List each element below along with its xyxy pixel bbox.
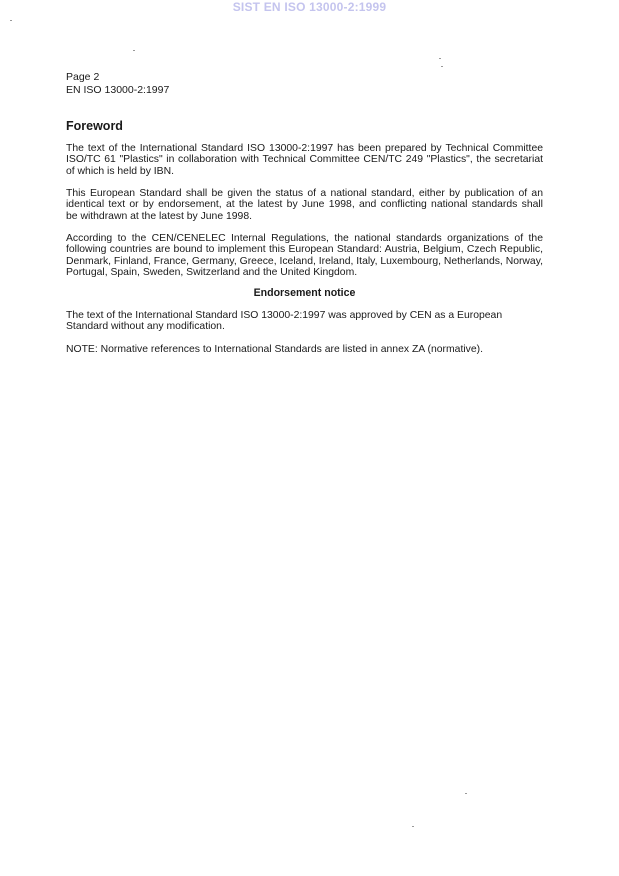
page-header	[66, 71, 169, 97]
text-line: The text of the International Standard ISO 13000-2:1997 was approved by CEN as a European	[66, 310, 503, 321]
foreword-paragraph-3	[66, 233, 543, 279]
endorsement-heading: Endorsement notice	[253, 287, 356, 299]
text-line: following countries are bound to implement this European Standard: Austria, Belgium, Czech Republic,	[66, 244, 543, 256]
text-line: NOTE: Normative references to International Standards are listed in annex ZA (normative).	[66, 344, 483, 355]
text-line: Portugal, Spain, Sweden, Switzerland and the United Kingdom.	[66, 267, 358, 279]
text-line: This European Standard shall be given the status of a national standard, either by publication of an	[66, 188, 543, 199]
foreword-heading: Foreword	[66, 119, 123, 133]
text-line: According to the CEN/CENELEC Internal Regulations, the national standards organizations of the	[66, 233, 543, 244]
text-line: Standard without any modification.	[66, 321, 225, 333]
text-line: identical text or by endorsement, at the latest by June 1998, and conflicting national standards shall	[66, 199, 543, 211]
text-line: Denmark, Finland, France, Germany, Greece, Iceland, Ireland, Italy, Luxembourg, Netherlands, Norway,	[66, 255, 544, 267]
page-number: Page 2	[66, 71, 100, 83]
foreword-paragraph-2	[66, 188, 543, 222]
document-id: EN ISO 13000-2:1997	[66, 84, 170, 96]
text-line: ISO/TC 61 "Plastics" in collaboration with Technical Committee CEN/TC 249 "Plastics", the secretariat	[66, 154, 543, 166]
foreword-paragraph-1	[66, 143, 543, 177]
endorsement-paragraph	[66, 310, 543, 333]
text-line: of which is held by IBN.	[66, 165, 174, 177]
watermark: SIST EN ISO 13000-2:1999	[232, 0, 387, 14]
normative-note	[66, 344, 543, 355]
text-line: The text of the International Standard ISO 13000-2:1997 has been prepared by Technical Committee	[66, 143, 543, 154]
text-line: be withdrawn at the latest by June 1998.	[66, 210, 252, 222]
